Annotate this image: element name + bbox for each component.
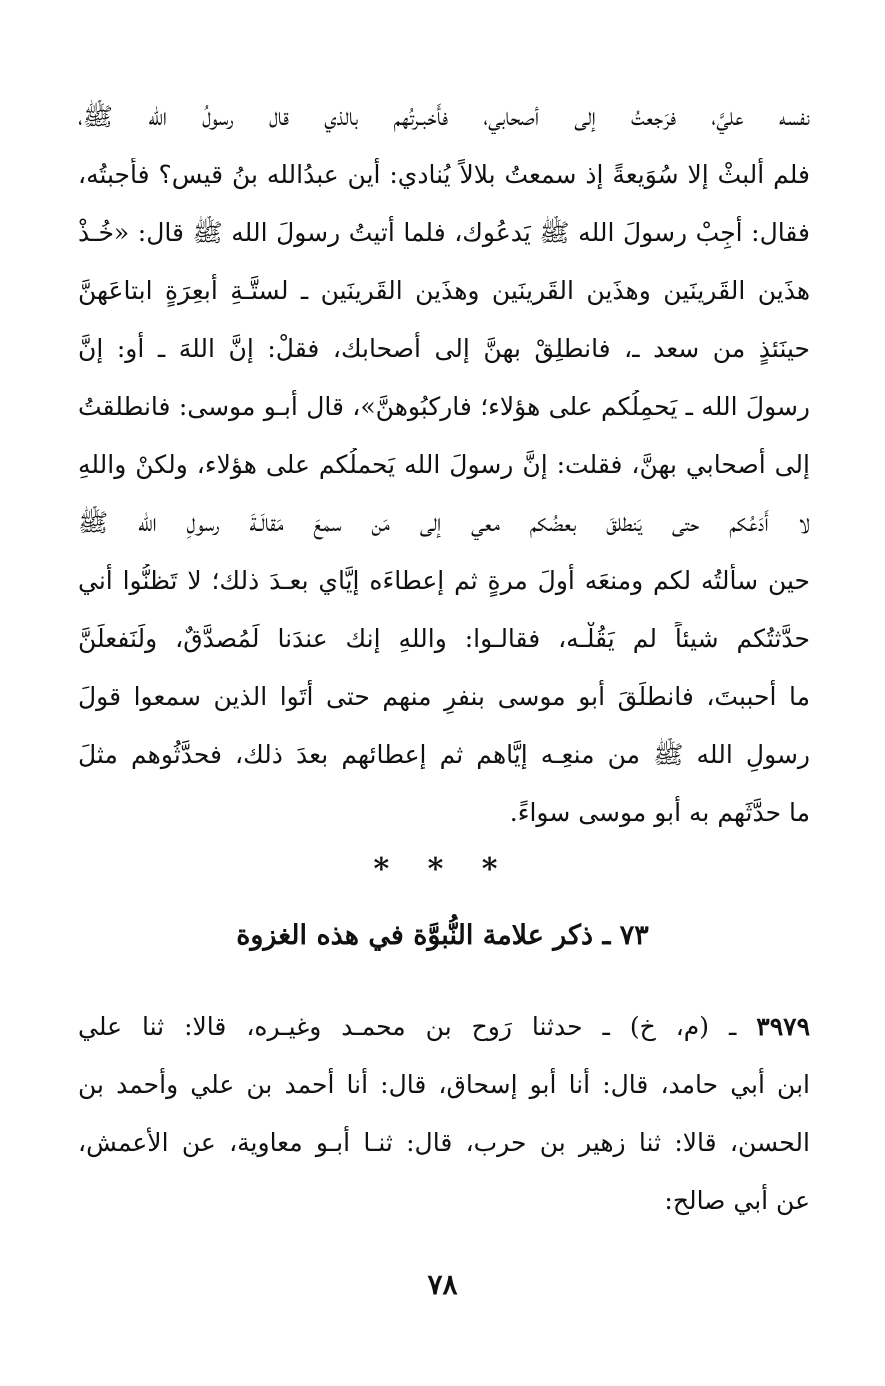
text-line: ابن أبي حامد، قال: أنا أبو إسحاق، قال: أنا أحمد بن علي وأحمد بن — [78, 1070, 810, 1099]
text-line: عن أبي صالح: — [664, 1186, 810, 1215]
text-line: حدَّثتُكم شيئاً لم يَقُلْـه، فقالـوا: واللهِ إنك عندَنا لَمُصدَّقٌ، ولَنَفعلَنَّ — [78, 624, 810, 653]
text-line-rest: ـ (م، خ) ـ حدثنا رَوح بن محمـد وغيـره، قالا: ثنا علي — [78, 1012, 757, 1041]
text-line: إلى أصحابي بهنَّ، فقلت: إنَّ رسولَ الله يَحملُكم على هؤلاء، ولكنْ واللهِ — [78, 450, 810, 479]
page-number: ٧٨ — [427, 1268, 458, 1301]
text-line-first — [78, 1010, 810, 1044]
text-line: رسولِ الله ﷺ من منعِـه إيَّاهم ثم إعطائهم بعدَ ذلك، فحدَّثُوهم مثلَ — [78, 740, 810, 769]
text-line: حينَئذٍ من سعد ـ، فانطلِقْ بهنَّ إلى أصحابك، فقلْ: إنَّ اللهَ ـ أو: إنَّ — [78, 334, 810, 363]
section-heading: ٧٣ ـ ذكر علامة النُّبوَّة في هذه الغزوة — [236, 920, 649, 951]
text-line: ما أَحببتَ، فانطلَقَ أبو موسى بنفرٍ منهم حتى أَتَوا الذين سمعوا قولَ — [78, 682, 810, 711]
text-line: لا أَدَعُكم حتى يَنطلقَ بعضُكم معي إلى مَن سمعَ مَقالَـةَ رسولِ الله ﷺ — [78, 508, 810, 537]
text-line: الحسن، قالا: ثنا زهير بن حرب، قال: ثنـا أَبـو معاوية، عن الأعمش، — [78, 1128, 810, 1157]
text-line: فقال: أَجِبْ رسولَ الله ﷺ يَدعُوك، فلما أَتيتُ رسولَ الله ﷺ قال: «خُـذْ — [78, 218, 810, 247]
hadith-number: ٣٩٧٩ — [756, 1012, 810, 1041]
text-line: فلم أَلبثْ إلا سُوَيعةً إذ سمعتُ بلالاً يُنادي: أين عبدُالله بنُ قيس؟ فأَجبتُه، — [78, 160, 810, 189]
text-line: ما حدَّثَهم به أبو موسى سواءً. — [509, 798, 810, 827]
text-line: حين سألتُه لكم ومنعَه أولَ مرةٍ ثم إعطاءَه إيَّاي بعـدَ ذلك؛ لا تَظنُّوا أني — [78, 566, 810, 595]
section-separator: * * * — [373, 852, 512, 887]
text-line: رسولَ الله ـ يَحمِلُكم على هؤلاء؛ فاركبُوهنَّ»، قال أَبـو موسى: فانطلقتُ — [78, 392, 810, 421]
text-line: نفسه عليَّ، فرَجعتُ إلى أصحابي، فأَخبـرتُهم بالذي قال رسولُ الله ﷺ، — [78, 102, 810, 131]
text-line: هذَين القَرينَين وهذَين القَرينَين وهذَين القَرينَين ـ لستَّـةِ أَبعِرَةٍ ابتاعَهنَّ — [78, 276, 810, 305]
